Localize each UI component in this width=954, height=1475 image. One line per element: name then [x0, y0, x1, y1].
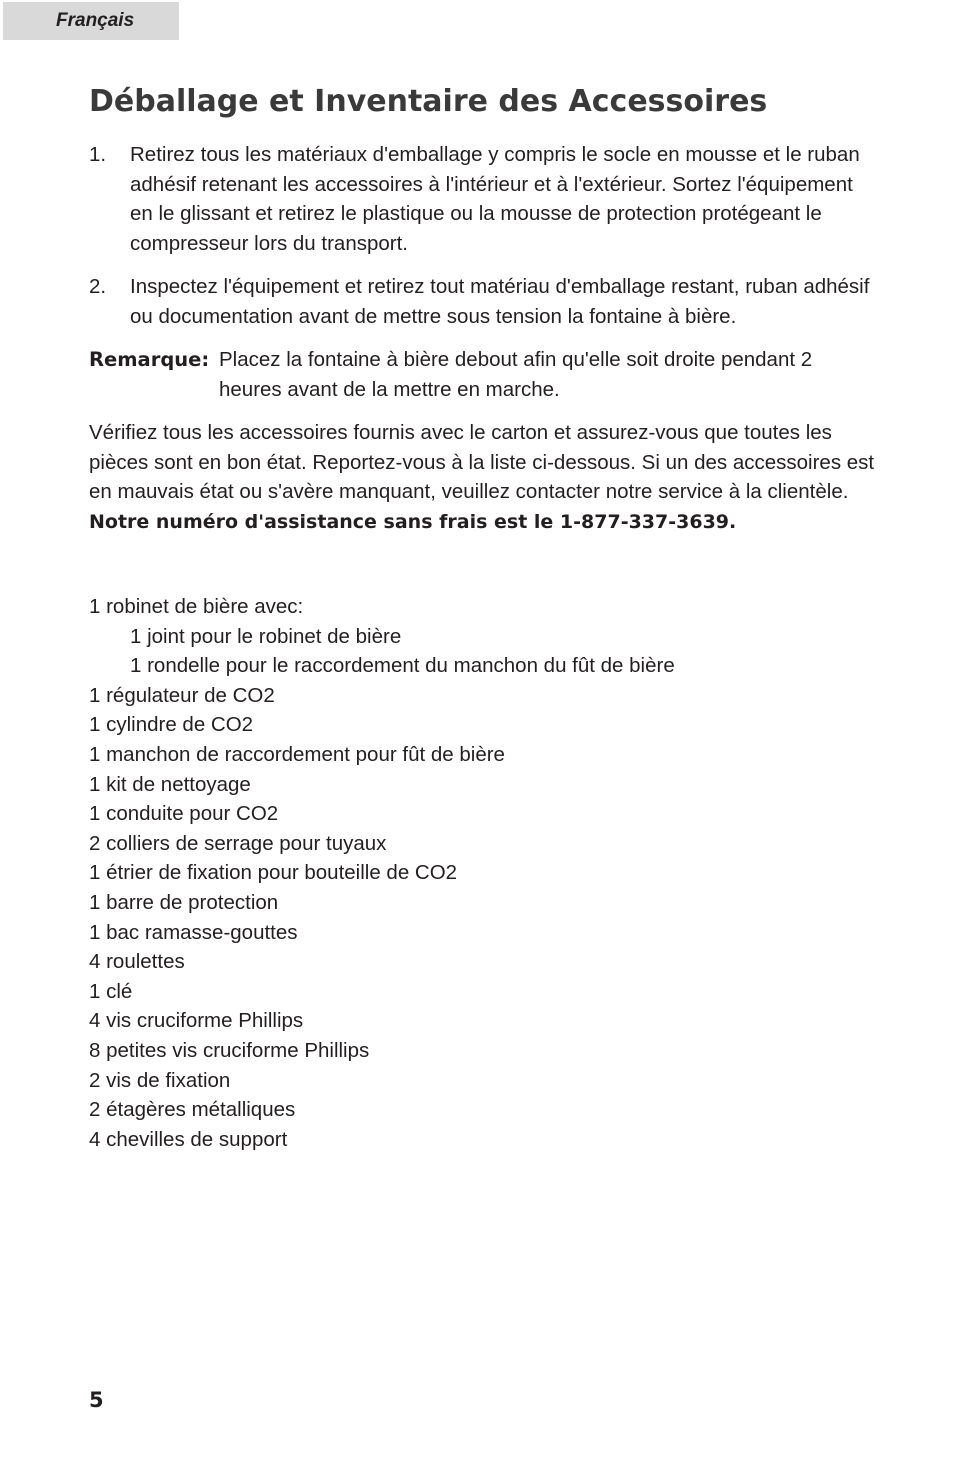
list-item: 1 cylindre de CO2 [89, 713, 254, 737]
note-text: Placez la fontaine à bière debout afin qu'elle soit droite pendant 2 heures avant de la mettre en marche. [219, 348, 813, 401]
note [89, 345, 879, 404]
list-item: 4 chevilles de support [89, 1127, 288, 1151]
accessories-list [89, 592, 889, 1154]
note-label: Remarque: [89, 348, 210, 371]
support-phone-text: Notre numéro d'assistance sans frais est le 1-877-337-3639. [89, 510, 737, 533]
step-item [89, 272, 879, 331]
list-item: 1 conduite pour CO2 [89, 802, 279, 826]
step-text: Inspectez l'équipement et retirez tout matériau d'emballage restant, ruban adhésif ou documentation avant de mettre sous tension la fontaine à bière. [130, 275, 870, 328]
language-tab: Français [3, 2, 179, 40]
list-item: 1 régulateur de CO2 [89, 683, 275, 707]
list-item: 1 joint pour le robinet de bière [130, 624, 402, 648]
verify-text: Vérifiez tous les accessoires fournis avec le carton et assurez-vous que toutes les pièces sont en bon état. Reportez-vous à la liste ci-dessous. Si un des accessoires est en mauvais état ou s'avère manquant, veuillez contacter notre service à la clientèle. [89, 421, 875, 503]
instructions [89, 140, 879, 537]
step-item [89, 140, 879, 258]
verify-paragraph [89, 418, 879, 537]
step-number: 1. [89, 143, 107, 166]
list-item: 1 robinet de bière avec: [89, 595, 304, 618]
list-item: 1 kit de nettoyage [89, 772, 251, 796]
list-item: 2 colliers de serrage pour tuyaux [89, 831, 387, 855]
page-number: 5 [89, 1388, 104, 1412]
list-item: 1 clé [89, 979, 133, 1003]
step-number: 2. [89, 275, 107, 298]
list-item: 1 bac ramasse-gouttes [89, 920, 298, 944]
step-text: Retirez tous les matériaux d'emballage y compris le socle en mousse et le ruban adhésif retenant les accessoires à l'intérieur et à l'extérieur. Sortez l'équipement en le glissant et retirez le plastique ou la mousse de protection protégeant le compresseur lors du transport. [130, 143, 860, 255]
list-item: 4 vis cruciforme Phillips [89, 1009, 304, 1033]
list-item: 8 petites vis cruciforme Phillips [89, 1038, 370, 1062]
list-item: 1 rondelle pour le raccordement du manchon du fût de bière [130, 654, 675, 678]
list-item: 2 étagères métalliques [89, 1098, 296, 1122]
list-item: 4 roulettes [89, 950, 185, 974]
list-item: 2 vis de fixation [89, 1068, 231, 1092]
page-title: Déballage et Inventaire des Accessoires [89, 84, 768, 119]
list-item: 1 étrier de fixation pour bouteille de CO2 [89, 861, 458, 885]
list-item: 1 manchon de raccordement pour fût de bière [89, 742, 505, 766]
list-item: 1 barre de protection [89, 890, 279, 914]
